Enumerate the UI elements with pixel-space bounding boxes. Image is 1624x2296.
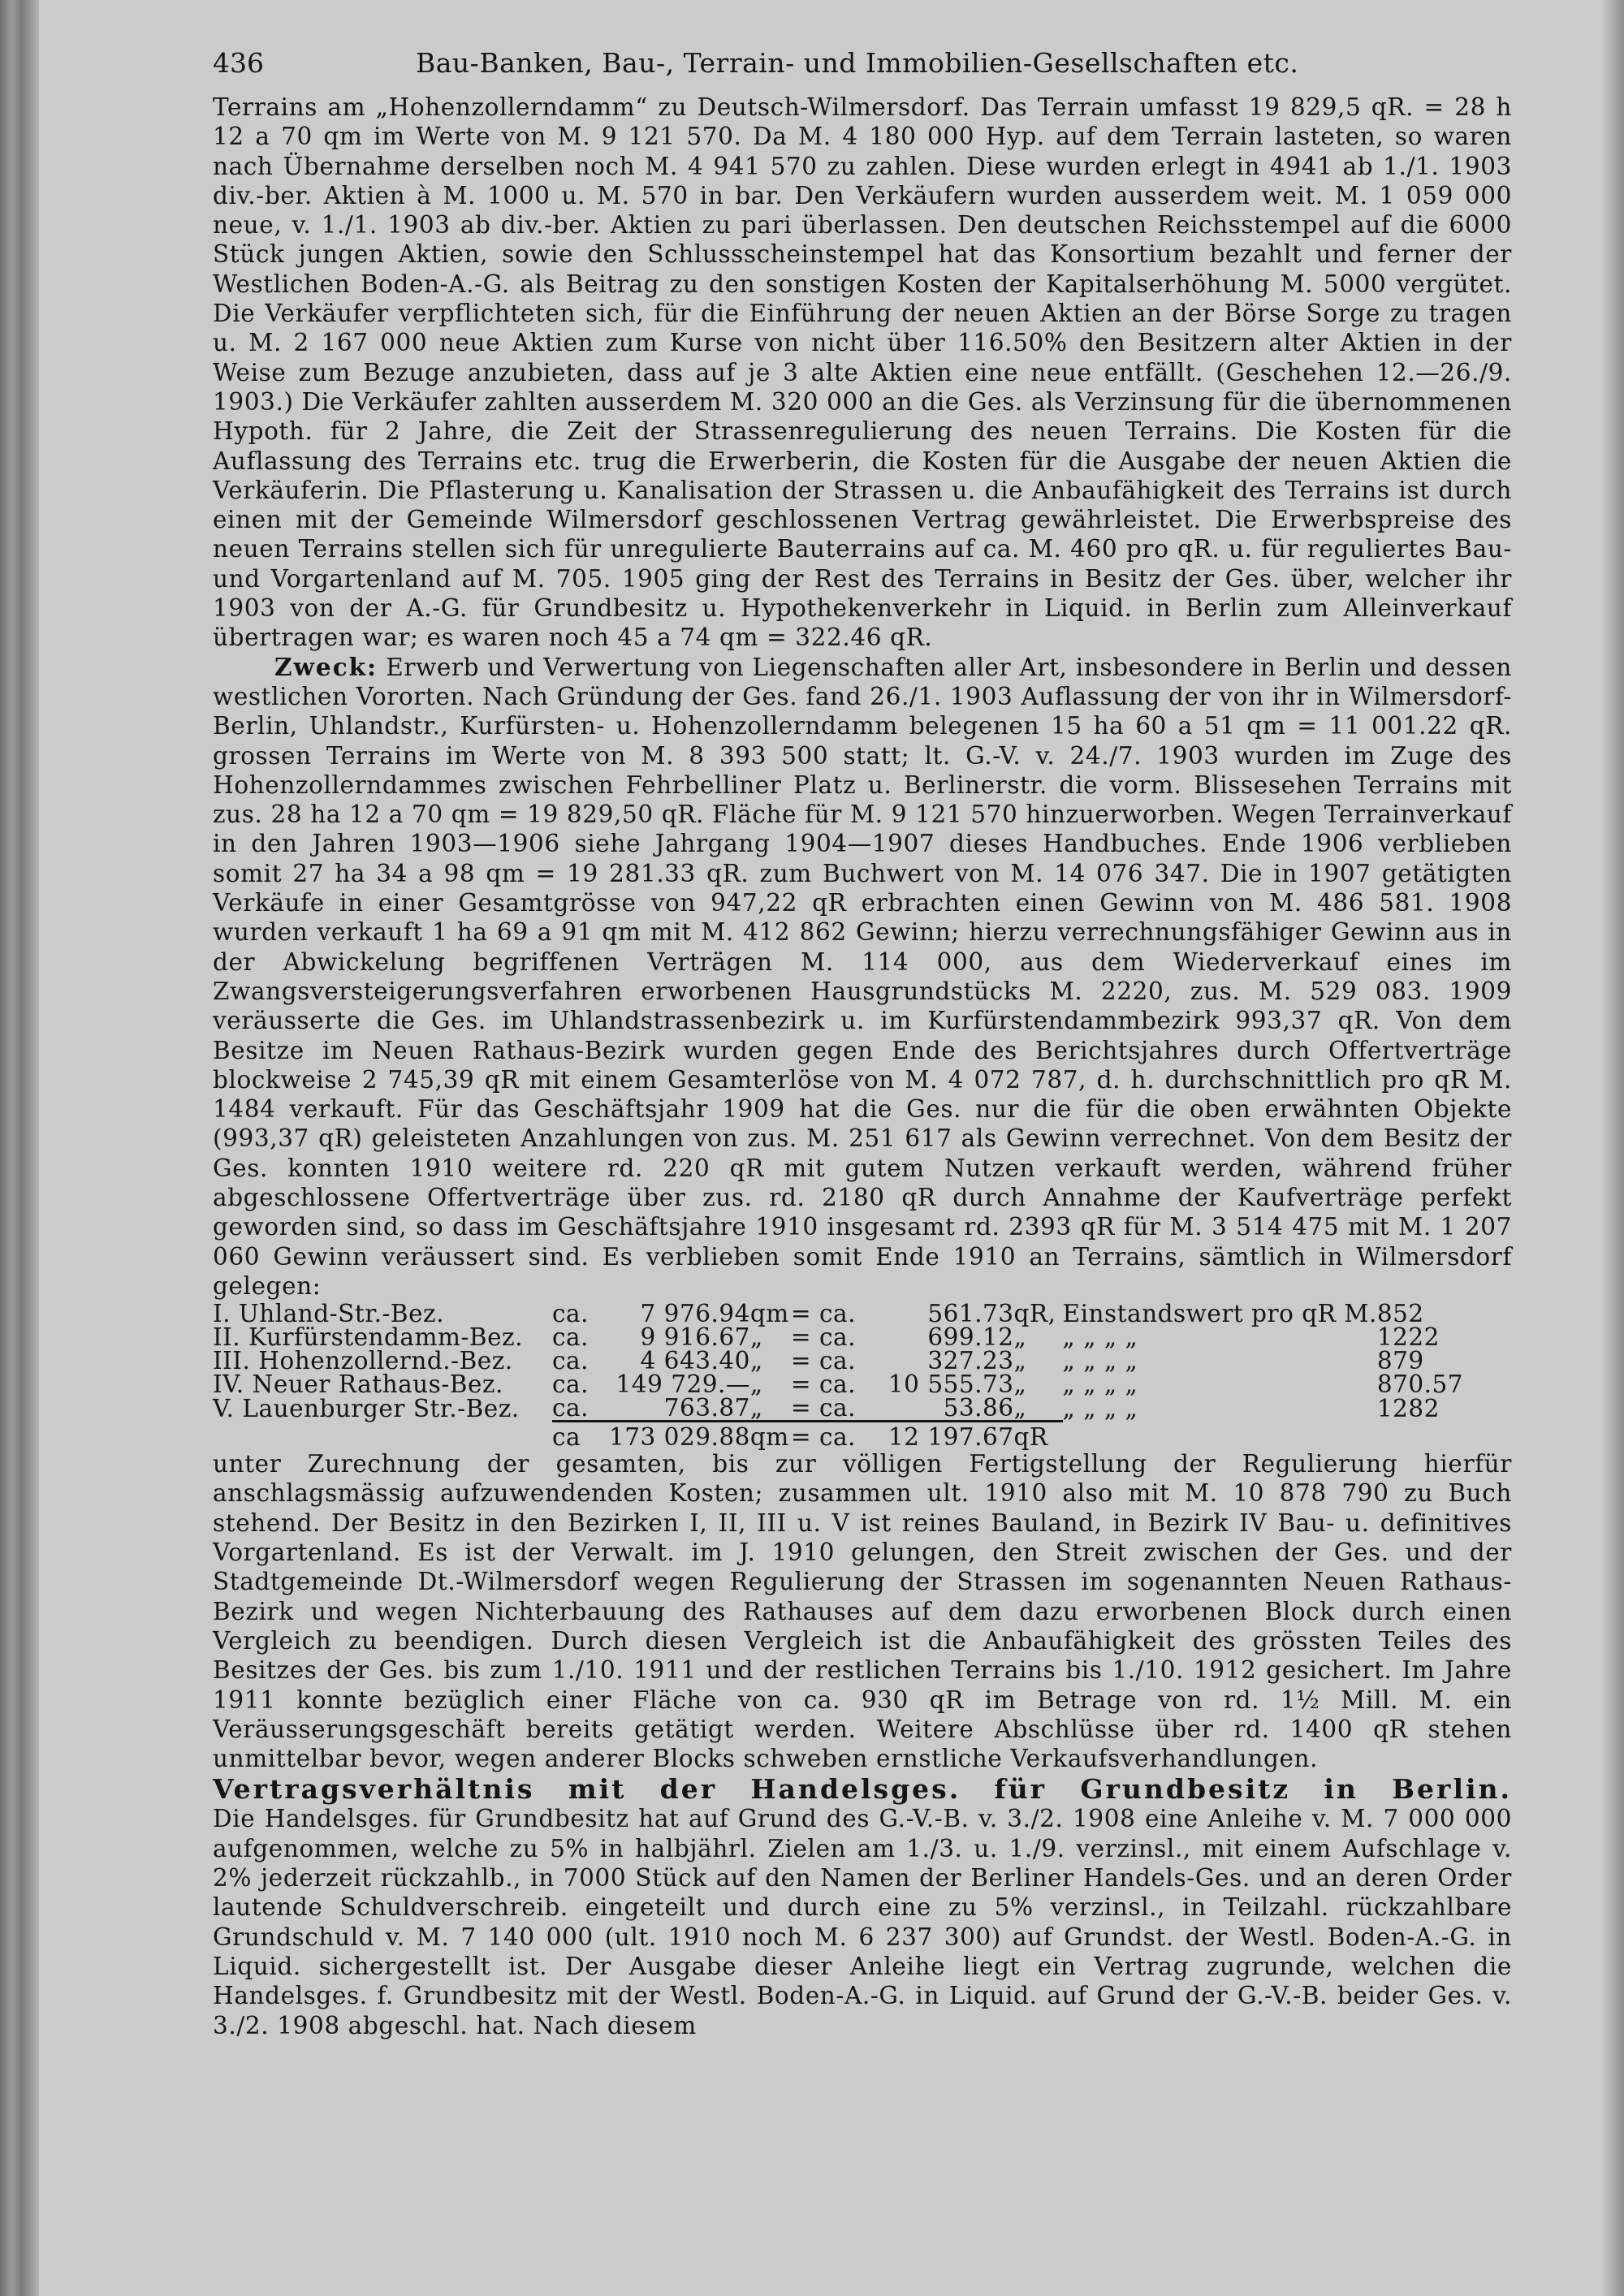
holdings-cell-ca: ca. [552,1370,589,1399]
holdings-cell-unit2: „ [1013,1394,1027,1422]
holdings-cell-value: 1222 [1376,1323,1440,1352]
holdings-total-ca: ca [552,1422,609,1450]
holdings-cell-ca: ca. [552,1300,589,1328]
holdings-cell-qr: 699.12 [927,1323,1014,1352]
holdings-cell-value: 870.57 [1376,1370,1464,1399]
zweck-text: Erwerb und Verwertung von Liegenschaften aller Art, insbesondere in Berlin und dessen westlichen Vororten. Nach Gründung der Ges. fand 26./1. 1903 Auflassung der von ihr in Wilmersdorf-Berlin, Uhlandstr., Kurfürsten- u. Hohenzollerndamm belegenen 15 ha 60 a 51 qm = 11 001.22 qR. grossen Terrains im Werte von M. 8 393 500 statt; lt. G.-V. v. 24./7. 1903 wurden im Zuge des Hohenzollerndammes zwischen Fehrbelliner Platz u. Berlinerstr. die vorm. Blissesehen Terrains mit zus. 28 ha 12 a 70 qm = 19 829,50 qR. Fläche für M. 9 121 570 hinzuerworben. Wegen Terrainverkauf in den Jahren 1903—1906 siehe Jahrgang 1904—1907 dieses Handbuches. Ende 1906 verblieben somit 27 ha 34 a 98 qm = 19 281.33 qR. zum Buchwert von M. 14 076 347. Die in 1907 getätigten Verkäufe in einer Gesamtgrösse von 947,22 qR erbrachten einen Gewinn von M. 486 581. 1908 wurden verkauft 1 ha 69 a 91 qm mit M. 412 862 Gewinn; hierzu verrechnungsfähiger Gewinn aus in der Abwickelung begriffenen Verträgen M. 114 000, aus dem Wiederverkauf eines im Zwangsversteigerungsverfahren erworbenen Hausgrundstücks M. 2220, zus. M. 529 083. 1909 veräusserte die Ges. im Uhlandstrassenbezirk u. im Kurfürstendammbezirk 993,37 qR. Von dem Besitze im Neuen Rathaus-Bezirk wurden gegen Ende des Berichtsjahres durch Offertverträge blockweise 2 745,39 qR mit einem Gesamterlöse von M. 4 072 787, d. h. durchschnittlich pro qR M. 1484 verkauft. Für das Geschäftsjahr 1909 hat die Ges. nur die für die oben erwähnten Objekte (993,37 qR) geleisteten Anzahlungen von zus. M. 251 617 als Gewinn verrechnet. Von dem Besitz der Ges. konnten 1910 weitere rd. 220 qR mit gutem Nutzen verkauft werden, während früher abgeschlossene Offertverträge über zus. rd. 2180 qR durch Annahme der Kaufverträge perfekt geworden sind, so dass im Geschäftsjahre 1910 insgesamt rd. 2393 qR für M. 3 514 475 mit M. 1 207 060 Gewinn veräussert sind. Es verblieben somit Ende 1910 an Terrains, sämtlich in Wilmersdorf gelegen: [213,653,1513,1300]
holdings-cell-name: IV. Neuer Rathaus-Bez. [213,1370,503,1399]
holdings-cell-unit1: qm [749,1300,789,1328]
holdings-cell-qm: 4 643.40 [640,1347,750,1375]
scan-left-edge [0,0,39,2296]
holdings-cell-note: „ „ „ „ [1062,1370,1138,1399]
section-heading: Vertragsverhältnis mit der Handelsges. für Grundbesitz in Berlin. [213,1773,1512,1806]
holdings-total-unit1: qm [750,1422,791,1450]
holdings-cell-eq: = ca. [790,1300,856,1328]
holdings-total-qr: 12 197.67 [888,1422,1014,1450]
holdings-row [213,1349,1483,1373]
holdings-total-row [213,1422,1483,1450]
holdings-total-eq: = ca. [791,1422,888,1450]
holdings-cell-eq: = ca. [790,1347,856,1375]
holdings-cell-name: II. Kurfürstendamm-Bez. [213,1323,523,1352]
holdings-cell-name: V. Lauenburger Str.-Bez. [213,1394,520,1422]
holdings-cell-unit2: „ [1013,1347,1027,1375]
holdings-cell-value: 1282 [1376,1394,1440,1422]
holdings-total-unit2: qR [1014,1422,1063,1450]
holdings-cell-name: I. Uhland-Str.-Bez. [213,1300,444,1328]
holdings-cell-qm: 149 729.— [615,1370,750,1399]
holdings-cell-unit1: „ [749,1347,763,1375]
holdings-cell-eq: = ca. [790,1394,856,1422]
holdings-cell-qr: 10 555.73 [888,1370,1014,1399]
holdings-cell-unit1: „ [749,1323,763,1352]
paragraph-after-table: unter Zurechnung der gesamten, bis zur völligen Fertigstellung der Regulierung hierfür anschlagsmässig aufzuwendenden Kosten; zusammen ult. 1910 also mit M. 10 878 790 zu Buch stehend. Der Besitz in den Bezirken I, II, III u. V ist reines Bauland, in Bezirk IV Bau- u. definitives Vorgartenland. Es ist der Verwalt. im J. 1910 gelungen, den Streit zwischen der Ges. und der Stadtgemeinde Dt.-Wilmersdorf wegen Regulierung der Strassen im sogenannten Neuen Rathaus-Bezirk und wegen Nichterbauung des Rathauses auf dem dazu erworbenen Block durch einen Vergleich zu beendigen. Durch diesen Vergleich ist die Anbaufähigkeit des grössten Teiles des Besitzes der Ges. bis zum 1./10. 1911 und der restlichen Terrains bis 1./10. 1912 gesichert. Im Jahre 1911 konnte bezüglich einer Fläche von ca. 930 qR im Betrage von rd. 1½ Mill. M. ein Veräusserungsgeschäft bereits getätigt werden. Weitere Abschlüsse über rd. 1400 qR stehen unmittelbar bevor, wegen anderer Blocks schweben ernstliche Verkaufsverhandlungen. [213,1450,1512,1773]
holdings-cell-note: Einstandswert pro qR M. [1062,1300,1377,1328]
holdings-cell-qr: 327.23 [927,1347,1014,1375]
holdings-row [213,1396,1483,1422]
page [213,47,1512,2040]
holdings-cell-ca: ca. [552,1394,589,1422]
holdings-cell-qr: 53.86 [943,1394,1014,1422]
holdings-cell-unit1: „ [749,1370,763,1399]
holdings-cell-unit1: „ [749,1394,763,1422]
holdings-cell-qr: 561.73 [927,1300,1014,1328]
holdings-total-qm: 173 029.88 [609,1422,750,1450]
page-header [213,47,1512,93]
holdings-cell-value: 852 [1376,1300,1424,1328]
holdings-cell-ca: ca. [552,1323,589,1352]
zweck-label: Zweck: [274,652,378,681]
holdings-cell-unit2: qR, [1013,1300,1056,1328]
holdings-cell-note: „ „ „ „ [1062,1323,1138,1352]
holdings-cell-ca: ca. [552,1347,589,1375]
holdings-cell-eq: = ca. [790,1323,856,1352]
paragraph-zweck [213,653,1512,1301]
holdings-total-spacer [213,1422,552,1450]
holdings-cell-unit2: „ [1013,1370,1027,1399]
holdings-cell-note: „ „ „ „ [1062,1394,1138,1422]
holdings-row [213,1326,1483,1349]
holdings-cell-name: III. Hohenzollernd.-Bez. [213,1347,513,1375]
holdings-cell-qm: 7 976.94 [640,1300,750,1328]
page-number: 436 [213,47,264,79]
holdings-cell-qm: 763.87 [663,1394,750,1422]
holdings-cell-note: „ „ „ „ [1062,1347,1138,1375]
holdings-row [213,1373,1483,1396]
scan-right-edge [1603,0,1624,2296]
holdings-row [213,1302,1483,1326]
holdings-table [213,1300,1483,1452]
body-text [213,93,1512,2040]
paragraph-handelsges: Die Handelsges. für Grundbesitz hat auf Grund des G.-V.-B. v. 3./2. 1908 eine Anleihe v. M. 7 000 000 aufgenommen, welche zu 5% in halbjährl. Zielen am 1./3. u. 1./9. verzinsl., mit einem Aufschlage v. 2% jederzeit rückzahlb., in 7000 Stück auf den Namen der Berliner Handels-Ges. und an deren Order lautende Schuldverschreib. eingeteilt und durch eine zu 5% verzinsl., in Teilzahl. rückzahlbare Grundschuld v. M. 7 140 000 (ult. 1910 noch M. 6 237 300) auf Grundst. der Westl. Boden-A.-G. in Liquid. sichergestellt ist. Der Ausgabe dieser Anleihe liegt ein Vertrag zugrunde, welchen die Handelsges. f. Grundbesitz mit der Westl. Boden-A.-G. in Liquid. auf Grund der G.-V.-B. beider Ges. v. 3./2. 1908 abgeschl. hat. Nach diesem [213,1805,1512,2039]
holdings-cell-unit2: „ [1013,1323,1027,1352]
holdings-cell-value: 879 [1376,1347,1424,1375]
paragraph-terrain: Terrains am „Hohenzollerndamm“ zu Deutsch-Wilmersdorf. Das Terrain umfasst 19 829,5 qR. = 28 h 12 a 70 qm im Werte von M. 9 121 570. Da M. 4 180 000 Hyp. auf dem Terrain lasteten, so waren nach Übernahme derselben noch M. 4 941 570 zu zahlen. Diese wurden erlegt in 4941 ab 1./1. 1903 div.-ber. Aktien à M. 1000 u. M. 570 in bar. Den Verkäufern wurden ausserdem weit. M. 1 059 000 neue, v. 1./1. 1903 ab div.-ber. Aktien zu pari überlassen. Den deutschen Reichsstempel auf die 6000 Stück jungen Aktien, sowie den Schlussscheinstempel hat das Konsortium bezahlt und ferner der Westlichen Boden-A.-G. als Beitrag zu den sonstigen Kosten der Kapitalserhöhung M. 5000 vergütet. Die Verkäufer verpflichteten sich, für die Einführung der neuen Aktien an der Börse Sorge zu tragen u. M. 2 167 000 neue Aktien zum Kurse von nicht über 116.50% den Besitzern alter Aktien in der Weise zum Bezuge anzubieten, dass auf je 3 alte Aktien eine neue entfällt. (Geschehen 12.—26./9. 1903.) Die Verkäufer zahlten ausserdem M. 320 000 an die Ges. als Verzinsung für die übernommenen Hypoth. für 2 Jahre, die Zeit der Strassenregulierung des neuen Terrains. Die Kosten für die Auflassung des Terrains etc. trug die Erwerberin, die Kosten für die Ausgabe der neuen Aktien die Verkäuferin. Die Pflasterung u. Kanalisation der Strassen u. die Anbaufähigkeit des Terrains ist durch einen mit der Gemeinde Wilmersdorf geschlossenen Vertrag gewährleistet. Die Erwerbspreise des neuen Terrains stellen sich für unregulierte Bauterrains auf ca. M. 460 pro qR. u. für reguliertes Bau- und Vorgartenland auf M. 705. 1905 ging der Rest des Terrains in Besitz der Ges. über, welcher ihr 1903 von der A.-G. für Grundbesitz u. Hypothekenverkehr in Liquid. in Berlin zum Alleinverkauf übertragen war; es waren noch 45 a 74 qm = 322.46 qR. [213,93,1512,652]
running-title: Bau-Banken, Bau-, Terrain- und Immobilien-Gesellschaften etc. [416,47,1299,79]
holdings-cell-eq: = ca. [790,1370,856,1399]
holdings-cell-qm: 9 916.67 [640,1323,750,1352]
